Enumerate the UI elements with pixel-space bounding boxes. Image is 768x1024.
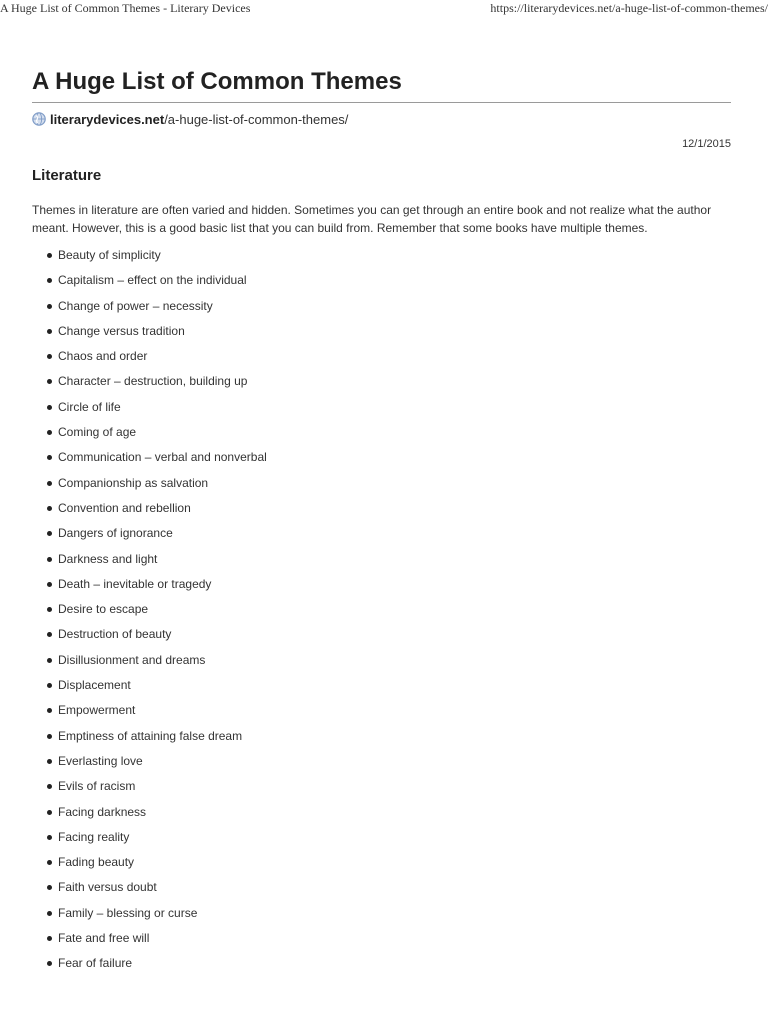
bullet-icon — [47, 784, 52, 789]
list-item — [32, 600, 731, 625]
theme-text: Coming of age — [58, 425, 137, 440]
list-item — [32, 575, 731, 600]
bullet-icon — [47, 430, 52, 435]
list-item — [32, 701, 731, 726]
theme-text: Change versus tradition — [58, 323, 185, 338]
print-header — [0, 0, 768, 16]
bullet-icon — [47, 379, 52, 384]
list-item — [32, 828, 731, 853]
list-item — [32, 853, 731, 878]
list-item — [32, 448, 731, 473]
bullet-icon — [47, 835, 52, 840]
page-title: A Huge List of Common Themes — [32, 66, 731, 103]
globe-icon — [32, 112, 46, 126]
bullet-icon — [47, 481, 52, 486]
list-item — [32, 954, 731, 979]
list-item — [32, 297, 731, 322]
theme-text: Everlasting love — [58, 753, 143, 768]
theme-text: Destruction of beauty — [58, 627, 172, 642]
article — [32, 66, 731, 980]
theme-text: Empowerment — [58, 703, 136, 718]
theme-text: Chaos and order — [58, 349, 148, 364]
theme-text: Fear of failure — [58, 956, 133, 971]
theme-text: Faith versus doubt — [58, 880, 157, 895]
bullet-icon — [47, 531, 52, 536]
theme-text: Fading beauty — [58, 855, 135, 870]
bullet-icon — [47, 582, 52, 587]
bullet-icon — [47, 405, 52, 410]
bullet-icon — [47, 759, 52, 764]
theme-text: Fate and free will — [58, 931, 150, 946]
list-item — [32, 727, 731, 752]
bullet-icon — [47, 708, 52, 713]
theme-text: Displacement — [58, 678, 131, 693]
list-item — [32, 803, 731, 828]
bullet-icon — [47, 911, 52, 916]
theme-text: Character – destruction, building up — [58, 374, 248, 389]
theme-text: Companionship as salvation — [58, 475, 209, 490]
print-header-title: A Huge List of Common Themes - Literary Devices — [0, 1, 251, 15]
bullet-icon — [47, 860, 52, 865]
list-item — [32, 878, 731, 903]
list-item — [32, 271, 731, 296]
theme-text: Communication – verbal and nonverbal — [58, 450, 267, 465]
theme-text: Evils of racism — [58, 779, 136, 794]
theme-text: Family – blessing or curse — [58, 905, 198, 920]
print-header-url[interactable]: https://literarydevices.net/a-huge-list-of-common-themes/ — [490, 1, 768, 15]
theme-text: Convention and rebellion — [58, 500, 191, 515]
list-item — [32, 904, 731, 929]
bullet-icon — [47, 329, 52, 334]
section-heading: Literature — [32, 167, 102, 184]
list-item — [32, 524, 731, 549]
list-item — [32, 752, 731, 777]
themes-list — [32, 246, 731, 980]
list-item — [32, 929, 731, 954]
theme-text: Emptiness of attaining false dream — [58, 728, 243, 743]
theme-text: Dangers of ignorance — [58, 526, 173, 541]
bullet-icon — [47, 632, 52, 637]
list-item — [32, 651, 731, 676]
list-item — [32, 322, 731, 347]
bullet-icon — [47, 734, 52, 739]
theme-text: Change of power – necessity — [58, 298, 213, 313]
theme-text: Beauty of simplicity — [58, 248, 161, 262]
source-link[interactable] — [32, 109, 731, 129]
list-item — [32, 625, 731, 650]
bullet-icon — [47, 253, 52, 258]
list-item — [32, 246, 731, 271]
theme-text: Death – inevitable or tragedy — [58, 576, 212, 591]
theme-text: Capitalism – effect on the individual — [58, 273, 247, 288]
list-item — [32, 347, 731, 372]
bullet-icon — [47, 557, 52, 562]
list-item — [32, 398, 731, 423]
bullet-icon — [47, 936, 52, 941]
bullet-icon — [47, 278, 52, 283]
article-date: 12/1/2015 — [682, 138, 731, 150]
list-item — [32, 423, 731, 448]
list-item — [32, 550, 731, 575]
list-item — [32, 372, 731, 397]
theme-text: Disillusionment and dreams — [58, 652, 206, 667]
intro-paragraph: Themes in literature are often varied and hidden. Sometimes you can get through an entire book and not realize what the author meant. However, this is a good basic list that you can build from. Remember that some books have multiple themes. — [32, 203, 712, 235]
bullet-icon — [47, 961, 52, 966]
bullet-icon — [47, 683, 52, 688]
bullet-icon — [47, 455, 52, 460]
bullet-icon — [47, 354, 52, 359]
theme-text: Facing reality — [58, 829, 130, 844]
source-domain: literarydevices.net — [50, 111, 165, 127]
bullet-icon — [47, 810, 52, 815]
theme-text: Desire to escape — [58, 602, 149, 617]
bullet-icon — [47, 506, 52, 511]
list-item — [32, 474, 731, 499]
bullet-icon — [47, 304, 52, 309]
list-item — [32, 676, 731, 701]
list-item — [32, 499, 731, 524]
list-item — [32, 777, 731, 802]
source-path: /a-huge-list-of-common-themes/ — [164, 111, 349, 127]
bullet-icon — [47, 607, 52, 612]
bullet-icon — [47, 658, 52, 663]
theme-text: Facing darkness — [58, 804, 147, 819]
theme-text: Darkness and light — [58, 551, 158, 566]
theme-text: Circle of life — [58, 399, 121, 414]
bullet-icon — [47, 885, 52, 890]
